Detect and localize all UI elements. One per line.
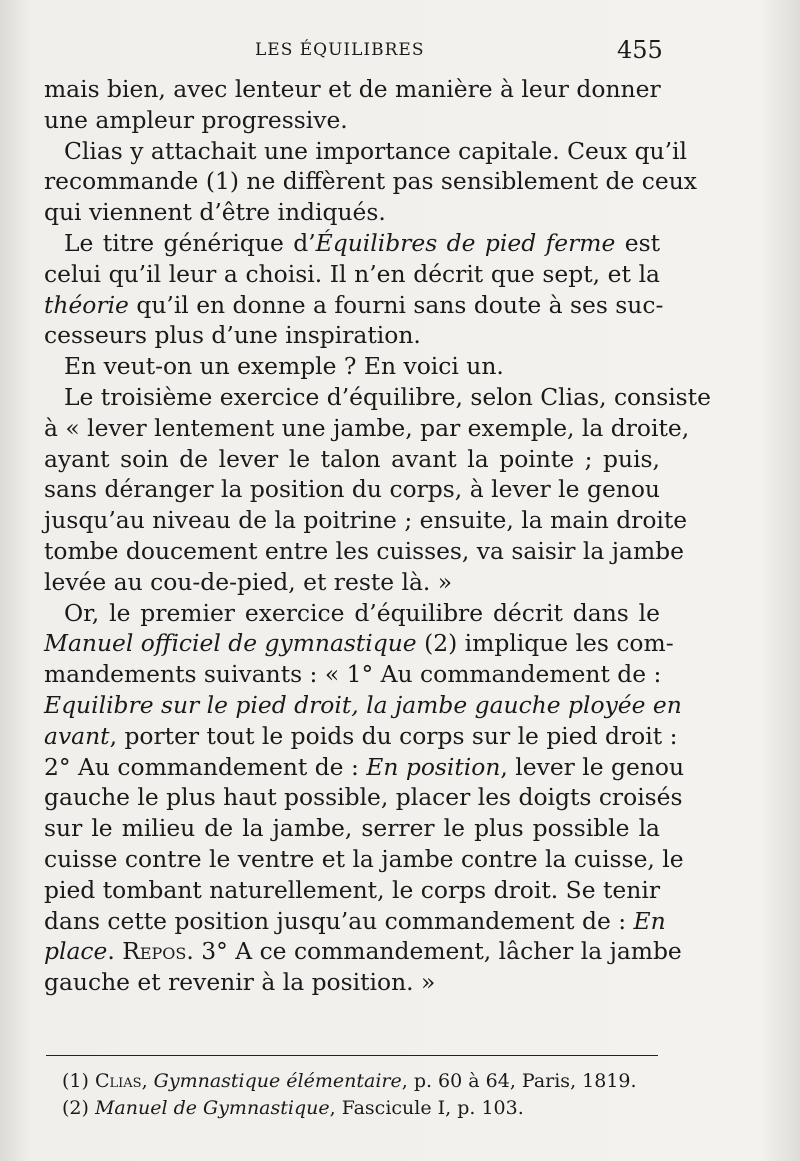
text-line <box>44 290 664 321</box>
footnote-title: Gymnastique élémentaire <box>153 1070 402 1092</box>
footnotes <box>62 1068 662 1122</box>
text-line <box>44 752 685 783</box>
italic-run: En <box>633 906 666 935</box>
text-run: Le titre générique d’ <box>64 228 316 257</box>
small-caps-run: Repos <box>122 937 187 966</box>
text-run: qu’il en donne a fourni sans doute à ses suc- <box>128 290 664 319</box>
body-text <box>44 74 711 998</box>
text-line: mandements suivants : « 1° Au commandement de : <box>44 660 662 689</box>
text-line: levée au cou-de-pied, et reste là. » <box>44 567 453 596</box>
text-line: ayant soin de lever le talon avant la pointe ; puis, <box>44 444 660 473</box>
text-line <box>44 228 660 259</box>
text-line: à « lever lentement une jambe, par exemple, la droite, <box>44 413 690 442</box>
text-run: est <box>615 228 660 257</box>
footnote-rule <box>46 1055 658 1056</box>
text-line <box>44 628 674 659</box>
text-line: gauche le plus haut possible, placer les doigts croisés <box>44 783 683 812</box>
text-run: , <box>141 1070 154 1092</box>
text-run: , Fascicule I, p. 103. <box>329 1097 524 1119</box>
text-line: Le troisième exercice d’équilibre, selon Clias, consiste <box>64 382 711 411</box>
italic-run: avant <box>44 721 110 750</box>
text-run: (2) implique les com- <box>416 629 674 658</box>
running-head-title: LES ÉQUILIBRES <box>255 40 425 60</box>
text-run: , p. 60 à 64, Paris, 1819. <box>401 1070 637 1092</box>
text-run: . 3° A ce commandement, lâcher la jambe <box>186 937 682 966</box>
text-line: cuisse contre le ventre et la jambe contre la cuisse, le <box>44 844 684 873</box>
text-line <box>44 906 666 937</box>
text-line: Clias y attachait une importance capitale. Ceux qu’il <box>64 136 688 165</box>
text-line: gauche et revenir à la position. » <box>44 968 436 997</box>
italic-run: théorie <box>44 290 129 319</box>
italic-run: Manuel officiel de gymnastique <box>44 629 417 658</box>
text-line: sur le milieu de la jambe, serrer le plus possible la <box>44 814 660 843</box>
text-line: une ampleur progressive. <box>44 105 348 134</box>
text-run: dans cette position jusqu’au commandement de : <box>44 906 634 935</box>
italic-run: En position <box>366 752 501 781</box>
page-number: 455 <box>617 36 663 64</box>
text-line: qui viennent d’être indiqués. <box>44 198 386 227</box>
text-line: sans déranger la position du corps, à lever le genou <box>44 475 660 504</box>
text-line: cesseurs plus d’une inspiration. <box>44 321 421 350</box>
italic-run: Equilibre sur le pied droit, la jambe gauche ployée en <box>44 690 682 719</box>
text-run: . <box>107 937 123 966</box>
footnote-mark: (1) <box>62 1070 95 1092</box>
footnote-mark: (2) <box>62 1097 95 1119</box>
text-line: jusqu’au niveau de la poitrine ; ensuite, la main droite <box>44 506 688 535</box>
text-line: recommande (1) ne diffèrent pas sensiblement de ceux <box>44 167 697 196</box>
text-line: pied tombant naturellement, le corps droit. Se tenir <box>44 875 660 904</box>
text-line: mais bien, avec lenteur et de manière à leur donner <box>44 75 661 103</box>
text-run: 2° Au commandement de : <box>44 752 367 781</box>
text-line: celui qu’il leur a choisi. Il n’en décrit que sept, et la <box>44 259 660 288</box>
text-line: En veut-on un exemple ? En voici un. <box>64 352 504 381</box>
italic-run: Équilibres de pied ferme <box>315 228 616 257</box>
text-run: , porter tout le poids du corps sur le pied droit : <box>109 721 678 750</box>
text-run: , lever le genou <box>500 752 685 781</box>
italic-run: place <box>44 937 108 966</box>
text-line: Or, le premier exercice d’équilibre décrit dans le <box>64 598 660 627</box>
text-line <box>44 721 678 752</box>
footnote-1 <box>62 1068 662 1095</box>
footnote-title: Manuel de Gymnastique <box>94 1097 330 1119</box>
text-line: tombe doucement entre les cuisses, va saisir la jambe <box>44 536 684 565</box>
text-line <box>44 936 682 967</box>
text-line <box>44 690 682 721</box>
footnote-2 <box>62 1095 662 1122</box>
footnote-author: Clias <box>94 1070 142 1092</box>
